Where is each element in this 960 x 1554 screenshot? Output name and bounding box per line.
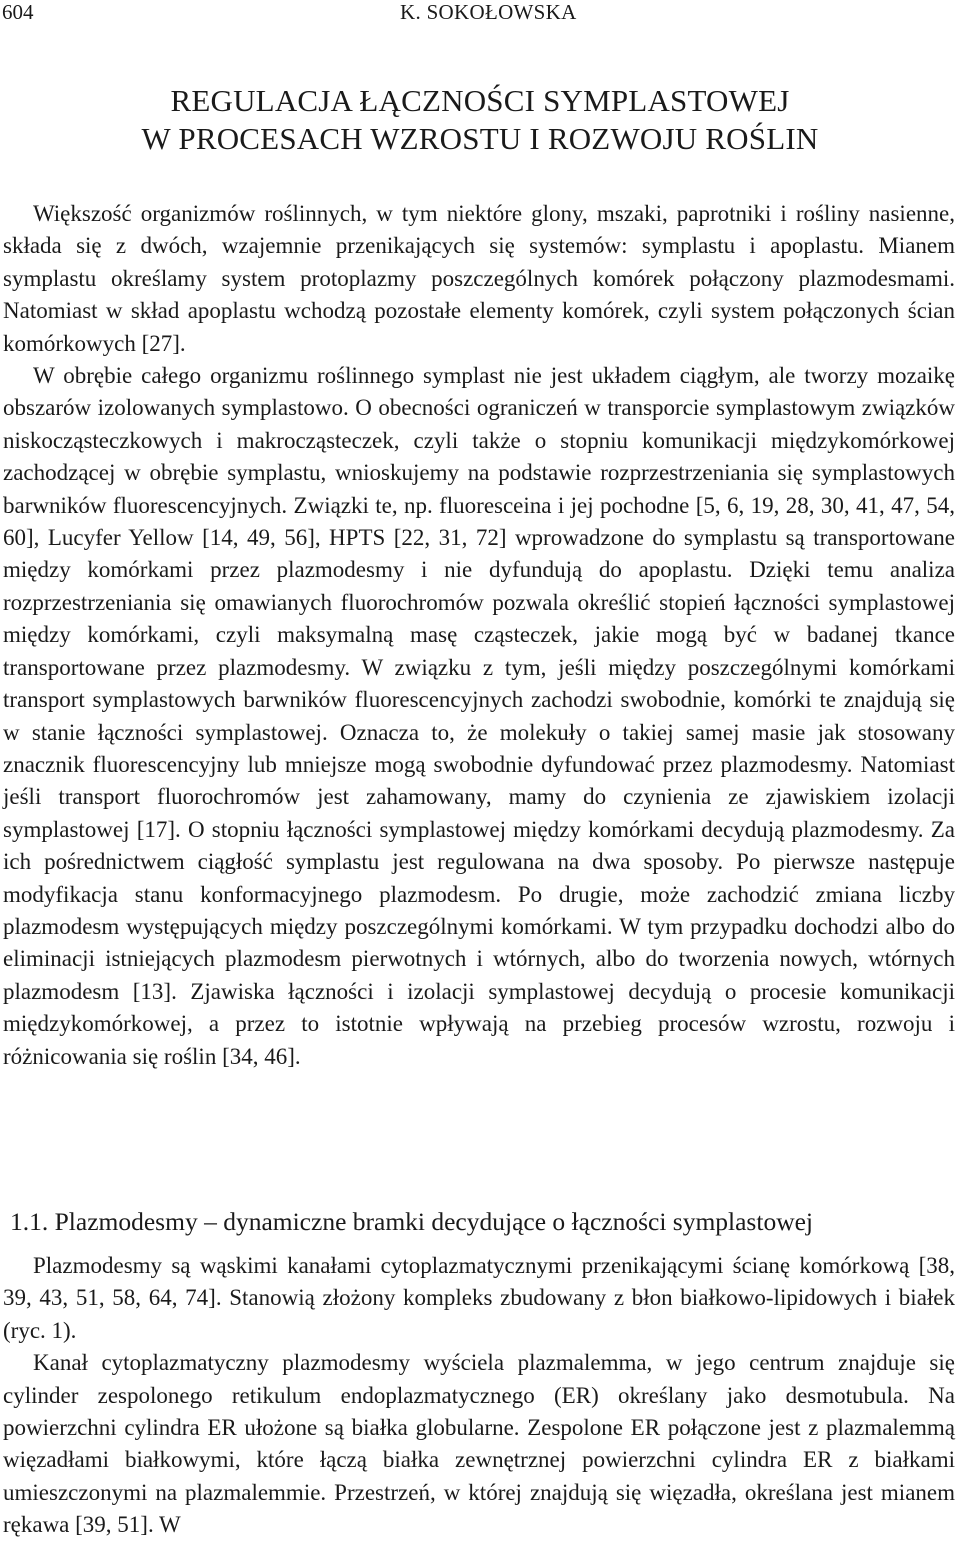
section-paragraph-2: Kanał cytoplazmatyczny plazmodesmy wyściela plazmalemma, w jego centrum znajduje się cylinder zespolonego retikulum endoplazmatycznego (ER) określany jako desmotubula. Na powierzchni cylindra ER ułożone są białka globularne. Zespolone ER połączone jest z plazmalemmą więzadłami białkowymi, które łączą białka zewnętrznej powierzchni cylindra ER z białkami umieszczonymi na plazmalemmie. Przestrzeń, w której znajdują się więzadła, określana jest mianem rękawa [39, 51]. W — [3, 1350, 955, 1538]
intro-paragraph-2: W obrębie całego organizmu roślinnego symplast nie jest układem ciągłym, ale tworzy mozaikę obszarów izolowanych symplastowo. O obecności ograniczeń w transporcie symplastowym związków niskocząsteczkowych i makrocząsteczek, czyli także o stopniu komunikacji międzykomórkowej zachodzącej w obrębie symplastu, wnioskujemy na podstawie rozprzestrzeniania się symplastowych barwników fluorescencyjnych. Związki te, np. fluoresceina i jej pochodne [5, 6, 19, 28, 30, 41, 47, 54, 60], Lucyfer Yellow [14, 49, 56], HPTS [22, 31, 72] wprowadzone do symplastu są transportowane między komórkami przez plazmodesmy i nie dyfundują do apoplastu. Dzięki temu analiza rozprzestrzeniania się omawianych fluorochromów pozwala określić stopień łączności symplastowej między komórkami, czyli maksymalną masę cząsteczek, jakie mogą być w badanej tkance transportowane przez plazmodesmy. W związku z tym, jeśli między poszczególnymi komórkami transport symplastowych barwników fluorescencyjnych zachodzi swobodnie, komórki te znajdują się w stanie łączności symplastowej. Oznacza to, że molekuły o takiej samej masie jak stosowany znacznik fluorescencyjny lub mniejsze mogą swobodnie dyfundować przez plazmodesmy. Natomiast jeśli transport fluorochromów jest zahamowany, mamy do czynienia ze zjawiskiem izolacji symplastowej [17]. O stopniu łączności symplastowej między komórkami decydują plazmodesmy. Za ich pośrednictwem ciągłość symplastu jest regulowana na dwa sposoby. Po pierwsze następuje modyfikacja stanu konformacyjnego plazmodesm. Po drugie, może zachodzić zmiana liczby plazmodesm występujących między poszczególnymi komórkami. W tym przypadku dochodzi albo do eliminacji istniejących plazmodesm pierwotnych i wtórnych, albo do tworzenia nowych, wtórnych plazmodesm [13]. Zjawiska łączności i izolacji symplastowej decydują o procesie komunikacji międzykomórkowej, a przez to istotnie wpływają na przebieg procesów wzrostu, rozwoju i różnicowania się roślin [34, 46]. — [3, 363, 955, 1069]
page-number: 604 — [2, 0, 34, 24]
article-title-line-2: W PROCESACH WZROSTU I ROZWOJU ROŚLIN — [141, 121, 819, 156]
section-body — [3, 1250, 955, 1542]
running-header — [2, 0, 952, 24]
section-heading: 1.1. Plazmodesmy – dynamiczne bramki decydujące o łączności symplastowej — [10, 1207, 814, 1236]
intro-body — [3, 198, 955, 1073]
article-title-line-1: REGULACJA ŁĄCZNOŚCI SYMPLASTOWEJ — [170, 83, 790, 118]
running-header-author: K. SOKOŁOWSKA — [400, 0, 577, 24]
intro-paragraph-1: Większość organizmów roślinnych, w tym niektóre glony, mszaki, paprotniki i rośliny nasienne, składa się z dwóch, wzajemnie przenikających się systemów: symplastu i apoplastu. Mianem symplastu określamy system protoplazmy poszczególnych komórek połączony plazmodesmami. Natomiast w skład apoplastu wchodzą pozostałe elementy komórek, czyli system połączonych ścian komórkowych [27]. — [3, 201, 955, 356]
article-title — [0, 82, 960, 158]
section-paragraph-1: Plazmodesmy są wąskimi kanałami cytoplazmatycznymi przenikającymi ścianę komórkową [38, 39, 43, 51, 58, 64, 74]. Stanowią złożony kompleks zbudowany z błon białkowo-lipidowych i białek (ryc. 1). — [3, 1253, 955, 1343]
